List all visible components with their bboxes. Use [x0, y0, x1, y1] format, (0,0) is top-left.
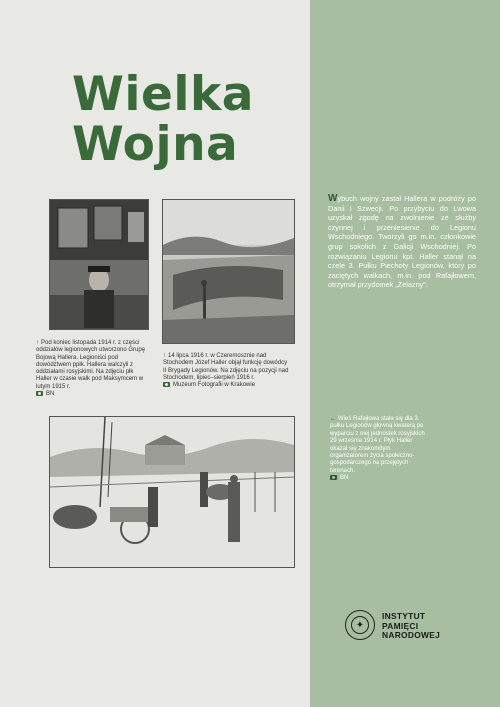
photo1-source: BN — [36, 391, 148, 398]
arrow-left-icon: ← — [330, 416, 336, 422]
intro-dropcap: W — [328, 193, 338, 204]
ipn-logo — [345, 610, 475, 646]
photo3-source: BN — [330, 475, 430, 482]
portrait-photo — [49, 199, 149, 330]
eagle-seal-icon: ✦ — [345, 610, 375, 640]
title-line-2: Wojna — [72, 117, 239, 172]
photo3-caption-text: Wieś Rafajłowa stała się dla 3. pułku Legionów główną kwaterą po wyparciu z niej jednostek rosyjskich 29 września 1914 r. Płyk Haller okazał się znakomitym organizatorem życia społeczno-gospodarczego na przejętych terenach. — [330, 416, 425, 474]
arrow-up-icon: ↑ — [36, 340, 39, 346]
photo3-caption — [330, 416, 430, 483]
right-panel — [310, 0, 500, 707]
camera-icon — [330, 475, 337, 480]
logo-text: INSTYTUT PAMIĘCI NARODOWEJ — [382, 611, 441, 641]
photo2-source: Muzeum Fotografii w Krakowie — [163, 382, 291, 389]
page-title — [72, 67, 254, 172]
intro-text — [328, 194, 476, 290]
photo2-caption — [163, 353, 291, 390]
intro-body: ybuch wojny zastał Hallera w podróży po Danii i Szwecji. Po przybyciu do Lwowa uzyskał zgodę na zwolnienie ze służby czynnej i przeniesienie do Legionu Wschodniego. Tworzyli go m.in. członkowie grup sokolich z Galicji Wschodniej. Po rozwiązaniu Legionu kpt. Haller stanął na czele 3. Pułku Piechoty Legionów, który po zaciętych walkach, m.in. pod Rafajłowem, otrzymał przydomek „Żelazny". — [328, 194, 476, 290]
camera-icon — [163, 382, 170, 387]
photo1-caption-text: Pod koniec listopada 1914 r. z części oddziałów legionowych utworzono Grupę Bojową Hallera. Legioniści pod dowództwem ppłk. Hallera walczyli z oddziałami rosyjskimi. Na zdjęciu płk Haller w czasie walk pod Maksymcem w lutym 1915 r. — [36, 340, 146, 390]
title-line-1: Wielka — [72, 67, 254, 122]
photo2-caption-text: 14 lipca 1916 r. w Czeremosznie nad Stochodem Józef Haller objął funkcję dowódcy II Brygady Legionów. Na zdjęciu na pozycji nad Stochodem, lipiec–sierpień 1916 r. — [163, 353, 289, 381]
arrow-up-icon: ↑ — [163, 353, 166, 359]
photo1-caption — [36, 340, 148, 398]
camera-icon — [36, 391, 43, 396]
trench-photo — [162, 199, 295, 344]
village-drawing — [49, 416, 295, 568]
